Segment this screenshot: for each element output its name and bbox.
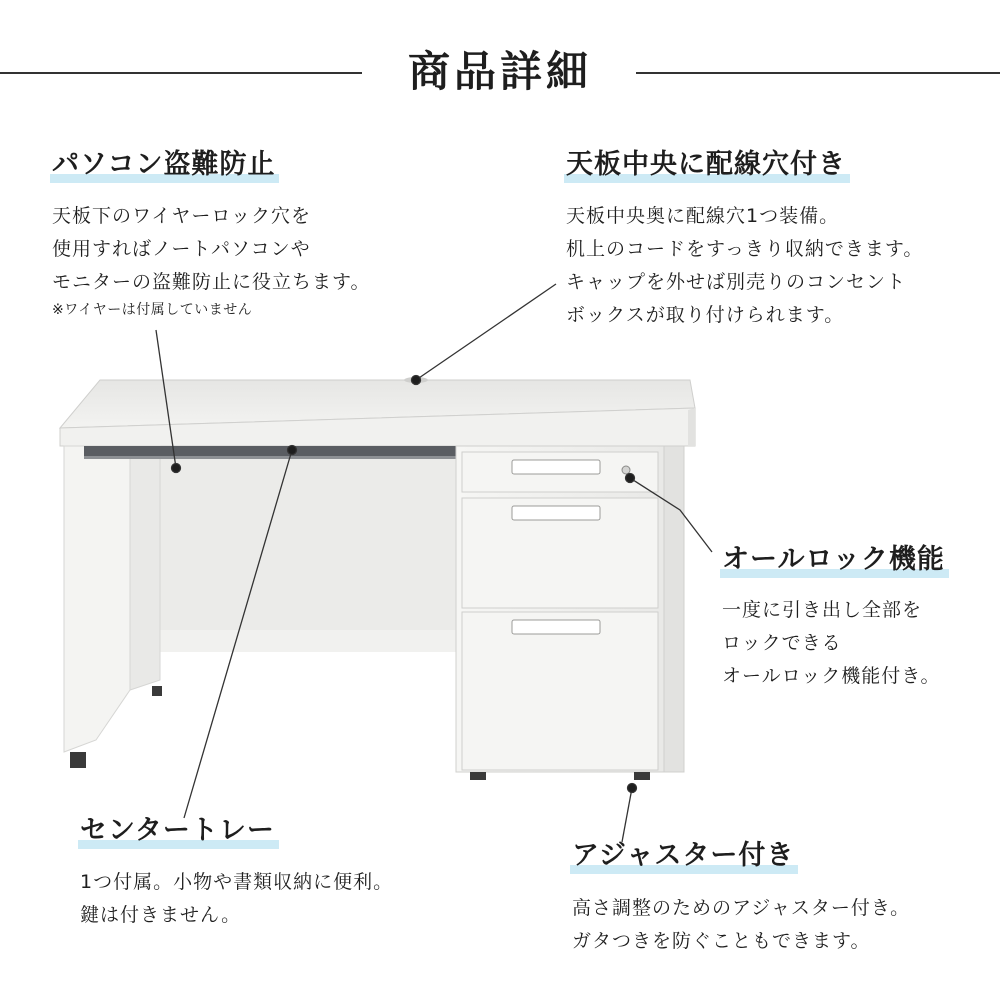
cable-hole-line-3: キャップを外せば別売りのコンセント — [566, 271, 907, 293]
desk-left-leg — [64, 446, 162, 768]
cable-hole-description — [566, 200, 923, 332]
desk-back-panel — [160, 448, 460, 652]
cable-hole-line-2: 机上のコードをすっきり収納できます。 — [566, 238, 924, 260]
center-tray — [84, 446, 456, 459]
anti-theft-description — [52, 200, 370, 321]
desk-top — [60, 380, 695, 446]
center-tray-line-1: 1つ付属。小物や書類収納に便利。 — [80, 871, 394, 893]
pedestal — [456, 446, 684, 780]
adjuster-description — [572, 892, 910, 958]
page-title: 商品詳細 — [407, 47, 592, 96]
center-tray-heading: センタートレー — [80, 813, 275, 849]
adjuster-line-1: 高さ調整のためのアジャスター付き。 — [572, 897, 911, 919]
cable-hole-line-4: ボックスが取り付けられます。 — [566, 304, 845, 326]
anti-theft-heading: パソコン盗難防止 — [52, 147, 275, 183]
anti-theft-line-3: モニターの盗難防止に役立ちます。 — [52, 271, 371, 293]
all-lock-line-3: オールロック機能付き。 — [722, 665, 941, 687]
leader-cable-hole — [416, 284, 556, 380]
all-lock-line-2: ロックできる — [722, 632, 842, 654]
center-tray-line-2: 鍵は付きません。 — [80, 904, 242, 926]
all-lock-description — [722, 594, 940, 693]
anti-theft-line-1: 天板下のワイヤーロック穴を — [52, 205, 312, 227]
anti-theft-line-2: 使用すればノートパソコンや — [52, 238, 311, 260]
all-lock-line-1: 一度に引き出し全部を — [722, 599, 923, 621]
leader-adjuster — [622, 788, 632, 842]
anti-theft-note: ※ワイヤーは付属していません — [52, 302, 253, 318]
adjuster-line-2: ガタつきを防ぐこともできます。 — [572, 930, 871, 952]
cable-hole-heading: 天板中央に配線穴付き — [566, 147, 846, 183]
cable-hole-line-1: 天板中央奥に配線穴1つ装備。 — [566, 205, 840, 227]
center-tray-description — [80, 866, 393, 932]
all-lock-keyhole — [622, 466, 630, 474]
all-lock-heading: オールロック機能 — [722, 542, 945, 578]
adjuster-heading: アジャスター付き — [572, 838, 794, 874]
